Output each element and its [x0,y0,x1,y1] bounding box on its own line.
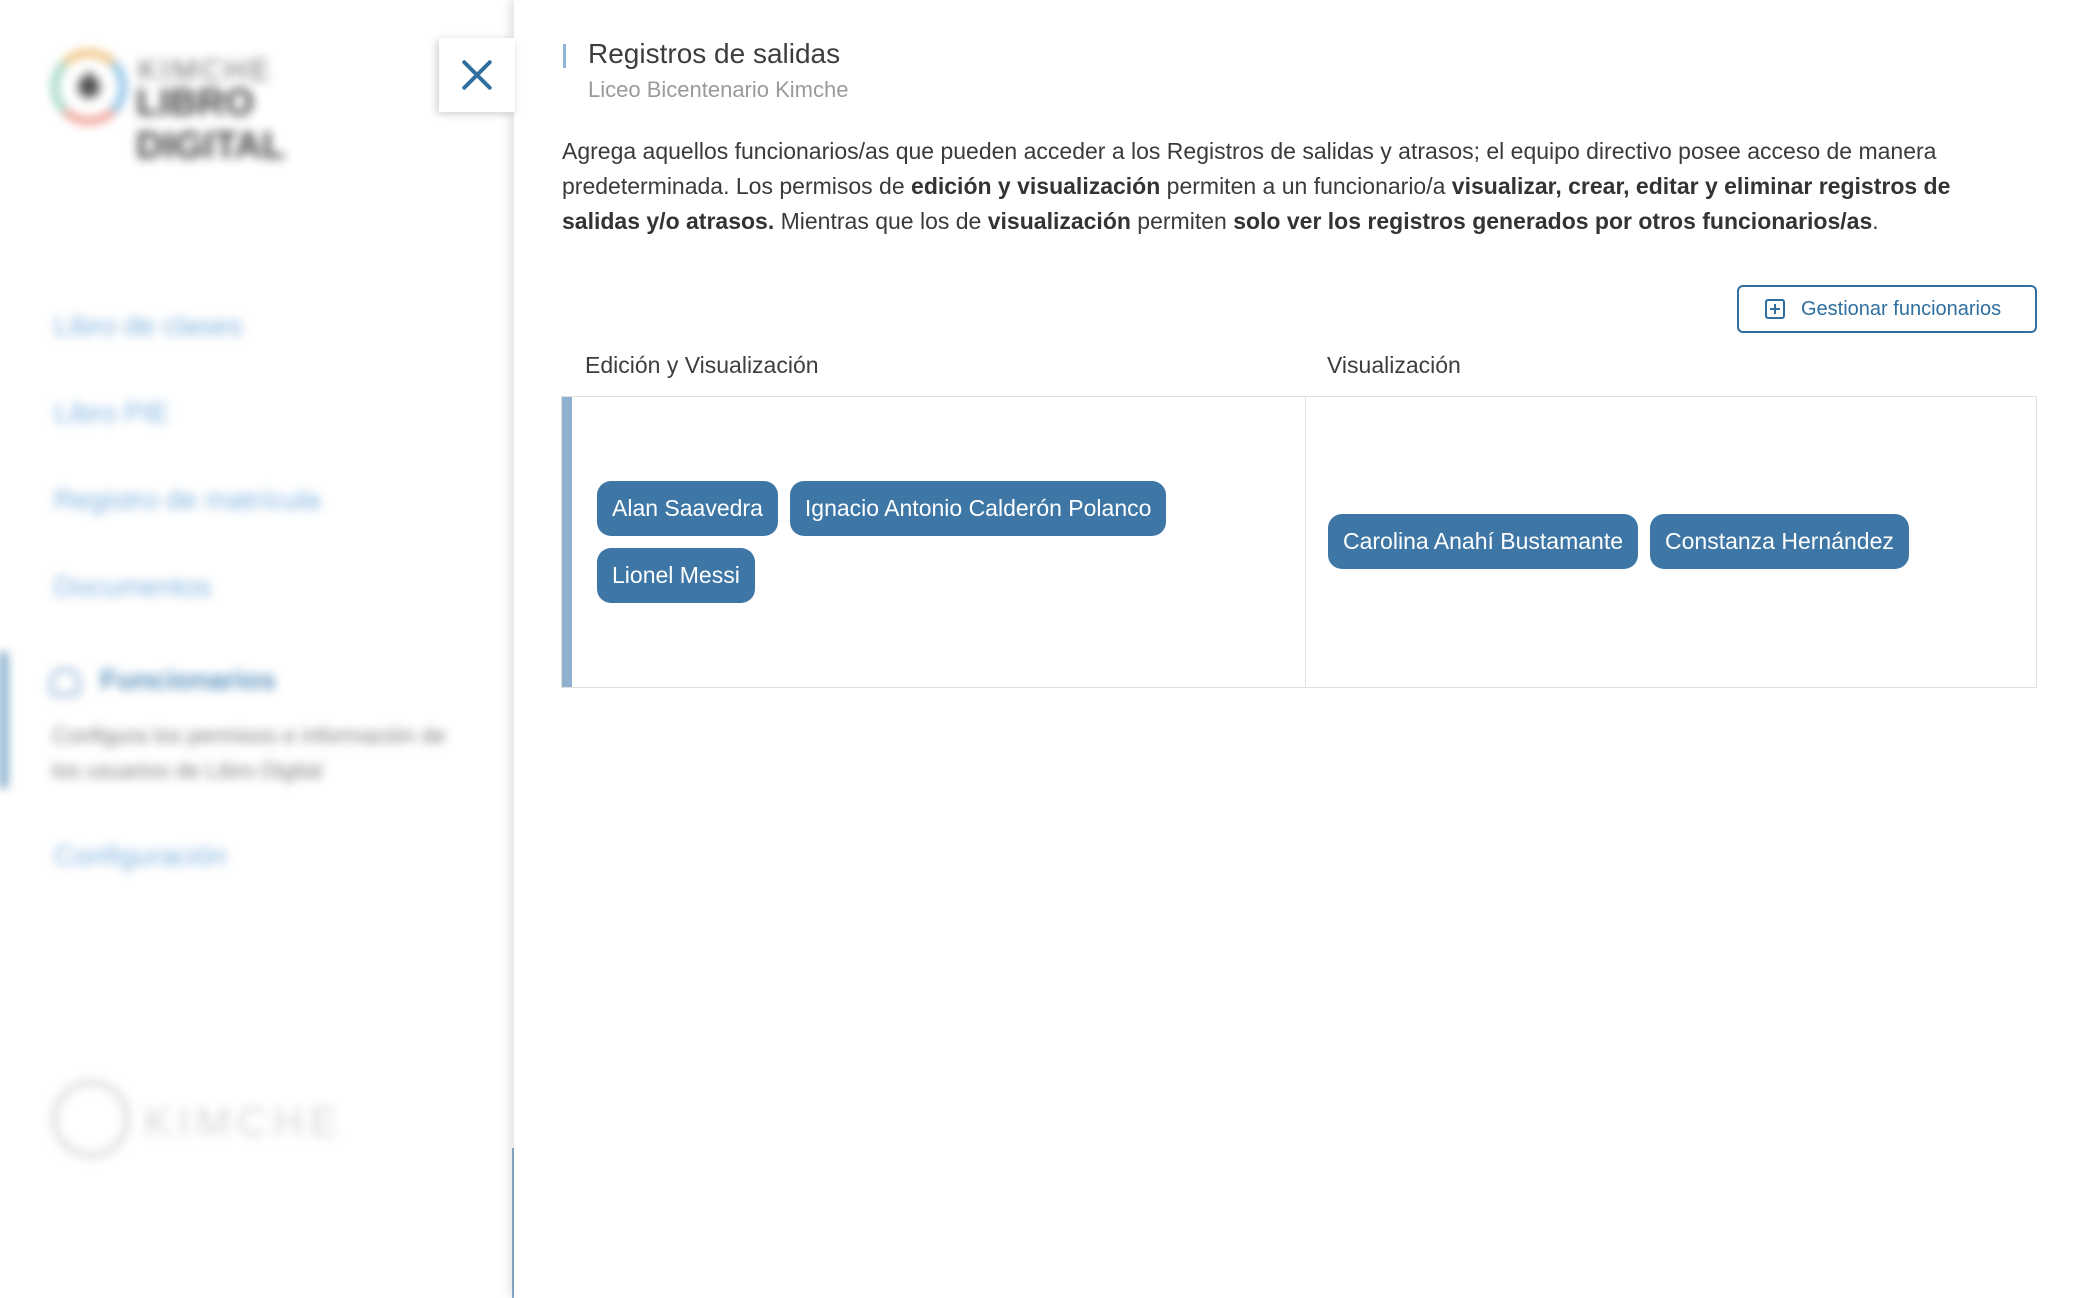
footer-logo-text: KIMCHE [144,1098,344,1145]
user-chip[interactable]: Lionel Messi [597,548,755,603]
plus-square-icon [1765,299,1785,319]
sidebar-item-funcionarios-description: Configura los permisos e información de los usuarios de Libro Digital [52,723,446,783]
column-divider [1305,397,1306,687]
column-header-edicion: Edición y Visualización [585,352,819,378]
sidebar-content [0,0,514,1298]
sidebar-item-libro-de-clases[interactable]: Libro de clases [54,310,243,341]
close-button[interactable] [439,38,515,112]
logo-top-text: KIMCHE [138,54,273,87]
active-indicator [0,652,7,788]
desc-part-bold: visualización [987,208,1131,234]
user-chip[interactable]: Carolina Anahí Bustamante [1328,514,1638,569]
logo-icon [52,50,126,124]
edicion-user-list [597,481,1237,603]
sidebar-item-funcionarios[interactable]: Funcionarios [100,664,276,695]
page-title: Registros de salidas [588,38,841,69]
libro-digital-logo [52,48,382,167]
registros-panel [514,0,2094,1298]
gestionar-funcionarios-label: Gestionar funcionarios [1801,297,2002,320]
desc-part: . [1872,208,1879,234]
desc-part-bold: visualizar, crear, editar y eliminar registros de salidas y/o atrasos. [562,173,1951,234]
sidebar-item-libro-pie[interactable]: Libro PIE [54,397,170,428]
close-icon [460,58,494,92]
title-accent [563,44,566,68]
user-chip[interactable]: Alan Saavedra [597,481,778,536]
permissions-table [561,396,2037,688]
kimche-footer-logo [52,1080,372,1160]
desc-part-bold: edición y visualización [911,173,1161,199]
user-chip[interactable]: Ignacio Antonio Calderón Polanco [790,481,1167,536]
table-accent-bar [562,397,572,687]
column-header-visualizacion: Visualización [1327,352,1461,378]
users-icon [50,668,80,696]
sidebar-item-registro-de-matricula[interactable]: Registro de matrícula [54,484,321,515]
desc-part-bold: solo ver los registros generados por otros funcionarios/as [1233,208,1873,234]
desc-part: permiten [1130,208,1234,234]
description-text [562,134,2032,239]
desc-part: permiten a un funcionario/a [1160,173,1452,199]
sidebar-item-documentos[interactable]: Documentos [54,571,212,602]
logo-bottom-text: LIBRO DIGITAL [136,82,286,167]
desc-part: Agrega aquellos funcionarios/as que pueden acceder a los Registros de salidas y atrasos; el equipo directivo posee acceso de manera predeterminada. Los permisos de [562,138,1937,199]
visualizacion-user-list [1328,514,2008,569]
page-subtitle: Liceo Bicentenario Kimche [588,77,849,102]
desc-part: Mientras que los de [774,208,988,234]
kimche-logo-icon [52,1080,130,1158]
user-chip[interactable]: Constanza Hernández [1650,514,1909,569]
sidebar [0,0,514,1298]
gestionar-funcionarios-button[interactable] [1737,285,2037,333]
sidebar-item-configuracion[interactable]: Configuración [54,840,227,871]
